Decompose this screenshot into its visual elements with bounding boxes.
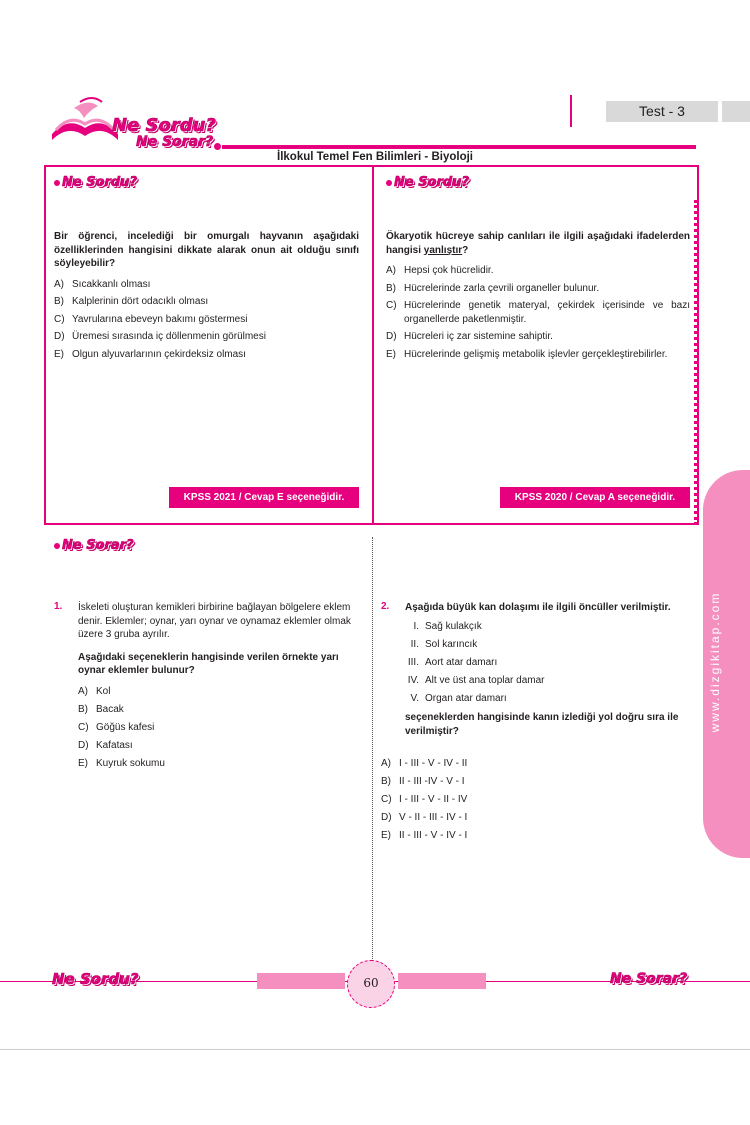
option-letter: A) — [386, 265, 396, 276]
option-text: Hücreleri iç zar sistemine sahiptir. — [404, 331, 553, 342]
tag-label: Ne Sordu? — [394, 175, 470, 190]
option-letter: A) — [381, 758, 391, 769]
footer-bar-left — [257, 973, 345, 989]
question-number-2: 2. — [381, 601, 390, 612]
option-text: II - III -IV - V - I — [399, 776, 465, 787]
question-2-options — [381, 757, 681, 847]
premise-numeral: II. — [410, 638, 419, 650]
logo-title-line1: Ne Sordu? — [112, 115, 216, 136]
option-a[interactable] — [54, 278, 359, 292]
premise-item — [405, 674, 690, 688]
premise-item — [405, 656, 690, 670]
option-letter: A) — [54, 278, 64, 290]
option-letter: D) — [78, 739, 89, 751]
premise-numeral: I. — [413, 620, 419, 632]
premise-item — [405, 638, 690, 652]
option-e[interactable] — [381, 829, 681, 843]
option-text: Kol — [96, 685, 111, 697]
option-a[interactable] — [381, 757, 681, 771]
logo — [50, 82, 230, 152]
option-b[interactable] — [386, 282, 690, 296]
footer-bar-right — [398, 973, 486, 989]
option-text: Kafatası — [96, 739, 133, 751]
option-letter: E) — [54, 348, 64, 360]
option-text: Hücrelerinde genetik materyal, çekirdek içerisinde ve bazı organellerde paketlenmiştir. — [404, 300, 690, 325]
logo-title-line2: Ne Sorar? — [136, 134, 214, 150]
premise-text: Aort atar damarı — [425, 656, 498, 668]
publisher-url — [700, 591, 730, 733]
option-c[interactable] — [386, 299, 690, 326]
option-text: Hücrelerinde gelişmiş metabolik işlevler gerçekleştirebilirler. — [404, 348, 668, 360]
option-e[interactable] — [54, 348, 359, 362]
option-text: Olgun alyuvarlarının çekirdeksiz olması — [72, 348, 246, 360]
header-line-dot — [214, 143, 221, 150]
option-letter: B) — [381, 776, 391, 787]
ne-sordu-tag-left — [54, 174, 137, 190]
header-divider — [570, 95, 572, 127]
option-text: V - II - III - IV - I — [399, 812, 468, 823]
box-dotted-edge — [694, 200, 697, 525]
tag-dot — [54, 543, 60, 549]
option-letter: D) — [381, 812, 392, 823]
option-text: II - III - V - IV - I — [399, 830, 468, 841]
box-divider — [372, 165, 374, 525]
option-a[interactable] — [386, 264, 690, 278]
subject-title: İlkokul Temel Fen Bilimleri - Biyoloji — [277, 151, 473, 163]
option-text: Hücrelerinde zarla çevrili organeller bulunur. — [404, 282, 600, 294]
footer-ne-sordu: Ne Sordu? — [52, 970, 139, 988]
option-b[interactable] — [54, 295, 359, 309]
option-letter: A) — [78, 685, 88, 697]
tag-label: Ne Sorar? — [62, 538, 134, 553]
option-text: I - III - V - IV - II — [399, 758, 468, 769]
question-top-right — [386, 230, 690, 365]
option-text: Bacak — [96, 703, 124, 715]
tag-dot — [386, 180, 392, 186]
page-number: 60 — [347, 960, 395, 1008]
option-letter: C) — [54, 313, 65, 325]
option-d[interactable] — [386, 330, 690, 344]
stem-underlined: yanlıştır — [423, 244, 463, 256]
option-text: Kuyruk sokumu — [96, 757, 165, 769]
option-text: Sıcakkanlı olması — [72, 278, 151, 290]
option-text: Yavrularına ebeveyn bakımı göstermesi — [72, 313, 248, 325]
option-d[interactable] — [78, 739, 364, 753]
question-2 — [405, 601, 690, 743]
option-text: Hepsi çok hücrelidir. — [404, 265, 494, 276]
option-c[interactable] — [78, 721, 364, 735]
question-number-1: 1. — [54, 601, 63, 612]
column-divider — [372, 537, 373, 967]
option-letter: B) — [78, 703, 88, 715]
option-letter: E) — [386, 348, 396, 360]
tag-dot — [54, 180, 60, 186]
ne-sordu-tag-right — [386, 174, 469, 190]
option-e[interactable] — [386, 348, 690, 362]
header-line — [222, 145, 696, 149]
question-intro: İskeleti oluşturan kemikleri birbirine bağlayan bölgelere eklem denir. Eklemler; oynar, yarı oynar ve oynamaz eklemler olmak üzere 3 gruba ayrılır. — [78, 602, 351, 640]
premise-numeral: V. — [410, 692, 419, 704]
premise-text: Alt ve üst ana toplar damar — [425, 674, 545, 686]
option-letter: C) — [386, 300, 397, 311]
question-stem: Bir öğrenci, incelediği bir omurgalı hayvanın aşağıdaki özelliklerinden hangisini dikkate alarak onun ait olduğu sınıfı söyleyebilir? — [54, 231, 359, 269]
publisher-url-text: www.dizgikitap.com — [708, 591, 722, 733]
option-text: Göğüs kafesi — [96, 721, 155, 733]
premise-item — [405, 692, 690, 706]
premise-numeral: III. — [407, 656, 419, 668]
question-stem — [386, 230, 690, 257]
question-top-left — [54, 230, 359, 365]
answer-badge-left: KPSS 2021 / Cevap E seçeneğidir. — [169, 487, 359, 508]
option-d[interactable] — [54, 330, 359, 344]
option-text: Kalplerinin dört odacıklı olması — [72, 296, 209, 307]
test-label: Test - 3 — [606, 101, 718, 122]
premise-text: Sağ kulakçık — [425, 620, 482, 632]
question-stem: Aşağıda büyük kan dolaşımı ile ilgili öncüller verilmiştir. — [405, 602, 671, 613]
premise-text: Organ atar damarı — [425, 692, 507, 704]
option-text: Üremesi sırasında iç döllenmenin görülmesi — [72, 331, 266, 342]
question-prompt: seçeneklerden hangisinde kanın izlediği yol doğru sıra ile verilmiştir? — [405, 712, 679, 737]
option-letter: C) — [381, 794, 392, 805]
option-letter: D) — [386, 331, 397, 342]
stem-part: Ökaryotik hücreye sahip canlıları ile ilgili aşağıdaki ifadelerden hangisi — [386, 231, 690, 256]
tag-label: Ne Sordu? — [62, 175, 138, 190]
ne-sorar-tag — [54, 537, 134, 553]
option-a[interactable] — [78, 685, 364, 699]
option-text: I - III - V - II - IV — [399, 794, 468, 805]
option-b[interactable] — [78, 703, 364, 717]
open-book-icon — [50, 96, 120, 146]
option-e[interactable] — [78, 757, 364, 771]
test-label-tab — [722, 101, 750, 122]
option-c[interactable] — [54, 313, 359, 327]
question-1 — [78, 601, 364, 775]
option-letter: E) — [78, 757, 88, 769]
option-d[interactable] — [381, 811, 681, 825]
option-letter: C) — [78, 721, 89, 733]
question-stem: Aşağıdaki seçeneklerin hangisinde verilen örnekte yarı oynar eklemler bulunur? — [78, 651, 339, 676]
premise-numeral: IV. — [407, 674, 419, 686]
option-c[interactable] — [381, 793, 681, 807]
option-letter: D) — [54, 331, 65, 342]
option-letter: B) — [54, 296, 64, 307]
option-letter: E) — [381, 830, 391, 841]
premise-item — [405, 620, 690, 634]
premise-text: Sol karıncık — [425, 638, 478, 650]
answer-badge-right: KPSS 2020 / Cevap A seçeneğidir. — [500, 487, 690, 508]
footer-ne-sorar: Ne Sorar? — [610, 971, 688, 987]
option-letter: B) — [386, 282, 396, 294]
stem-end: ? — [462, 244, 469, 256]
bottom-rule — [0, 1049, 750, 1050]
option-b[interactable] — [381, 775, 681, 789]
